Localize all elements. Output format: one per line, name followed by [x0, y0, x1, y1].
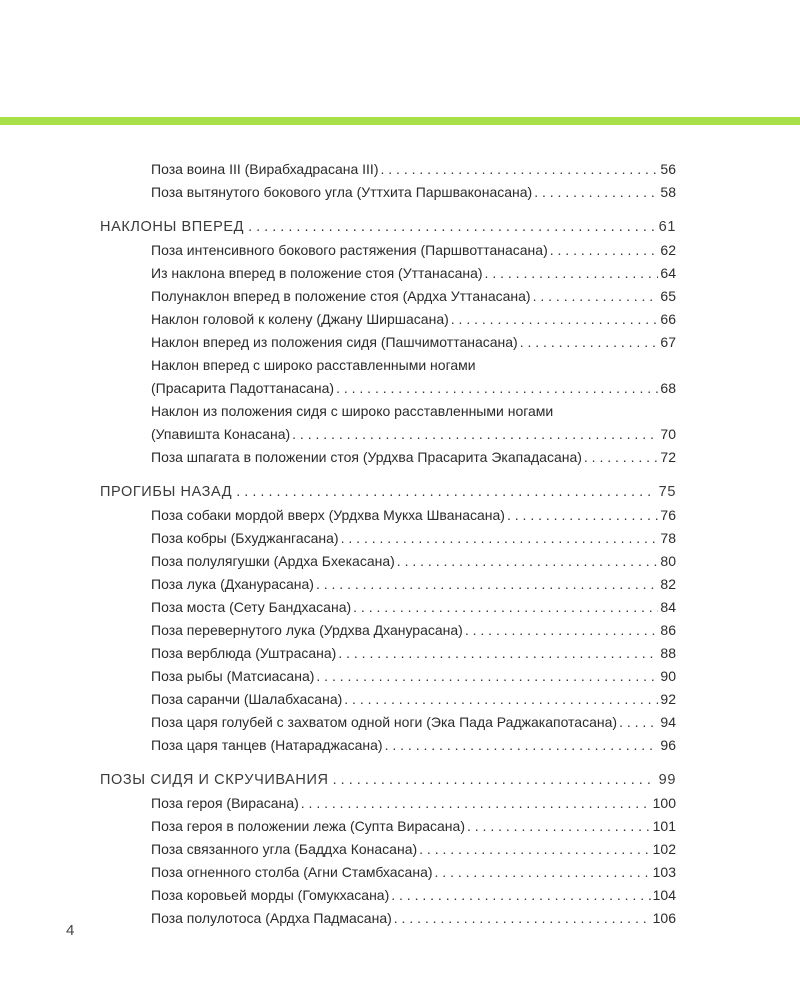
toc-entry[interactable]	[100, 377, 676, 400]
dot-leader	[316, 665, 658, 688]
toc-entry-title: Поза рыбы (Матсиасана)	[151, 668, 315, 684]
toc-entry-page: 72	[660, 449, 676, 465]
toc-entry-title: Поза огненного столба (Агни Стамбхасана)	[151, 864, 433, 880]
toc-entry[interactable]	[100, 884, 676, 907]
dot-leader	[380, 158, 658, 181]
dot-leader	[248, 215, 655, 239]
toc-entry-title: Поза интенсивного бокового растяжения (Паршвоттанасана)	[151, 242, 548, 258]
section-page: 99	[658, 772, 676, 788]
accent-bar	[0, 117, 800, 125]
toc-entry[interactable]	[100, 861, 676, 884]
toc-entry-title: Из наклона вперед в положение стоя (Уттанасана)	[151, 265, 483, 281]
section-page: 75	[658, 484, 676, 500]
toc-entry-title: Поза вытянутого бокового угла (Уттхита Паршваконасана)	[151, 184, 533, 200]
dot-leader	[341, 527, 659, 550]
dot-leader	[619, 711, 658, 734]
toc-entry[interactable]	[100, 158, 676, 181]
toc-entry-page: 65	[660, 288, 676, 304]
toc-entry[interactable]	[100, 642, 676, 665]
toc-section-heading[interactable]	[100, 768, 676, 792]
toc-entry-page: 76	[660, 507, 676, 523]
toc-entry-title: Поза кобры (Бхуджангасана)	[151, 530, 339, 546]
toc-entry-page: 101	[652, 818, 676, 834]
toc-entry[interactable]	[100, 711, 676, 734]
dot-leader	[344, 688, 658, 711]
toc-entry-page: 56	[660, 161, 676, 177]
dot-leader	[520, 331, 659, 354]
toc-entry-title: (Упавишта Конасана)	[151, 426, 291, 442]
toc-entry-title: Наклон вперед с широко расставленными ногами	[151, 357, 476, 373]
dot-leader	[467, 815, 651, 838]
dot-leader	[534, 181, 658, 204]
toc-entry[interactable]	[100, 573, 676, 596]
toc-entry[interactable]	[100, 907, 676, 930]
toc-entry[interactable]	[100, 815, 676, 838]
toc-entry-page: 67	[660, 334, 676, 350]
dot-leader	[419, 838, 651, 861]
toc-entry-title: Поза саранчи (Шалабхасана)	[151, 691, 343, 707]
dot-leader	[301, 792, 651, 815]
toc-entry-page: 90	[660, 668, 676, 684]
toc-entry-title: (Прасарита Падоттанасана)	[151, 380, 335, 396]
toc-entry-page: 86	[660, 622, 676, 638]
toc-entry[interactable]	[100, 239, 676, 262]
dot-leader	[451, 308, 659, 331]
dot-leader	[333, 768, 655, 792]
toc-entry-title: Поза верблюда (Уштрасана)	[151, 645, 337, 661]
toc-entry[interactable]	[100, 285, 676, 308]
dot-leader	[584, 446, 659, 469]
dot-leader	[397, 550, 659, 573]
section-title: ПРОГИБЫ НАЗАД	[100, 484, 233, 500]
toc-entry-title: Поза перевернутого лука (Урдхва Дханурасана)	[151, 622, 463, 638]
dot-leader	[353, 596, 658, 619]
toc-entry-title: Наклон из положения сидя с широко расставленными ногами	[151, 403, 554, 419]
toc-entry-page: 64	[660, 265, 676, 281]
toc-entry-line1[interactable]	[100, 400, 676, 423]
page-number: 4	[66, 922, 75, 939]
toc-entry-title: Поза царя танцев (Натараджасана)	[151, 737, 383, 753]
table-of-contents	[100, 158, 676, 930]
toc-entry[interactable]	[100, 504, 676, 527]
toc-entry-page: 68	[660, 380, 676, 396]
toc-entry-title: Поза шпагата в положении стоя (Урдхва Прасарита Экападасана)	[151, 449, 582, 465]
toc-entry[interactable]	[100, 619, 676, 642]
toc-entry[interactable]	[100, 423, 676, 446]
toc-entry-title: Поза лука (Дханурасана)	[151, 576, 314, 592]
toc-entry-page: 104	[652, 887, 676, 903]
toc-entry[interactable]	[100, 596, 676, 619]
dot-leader	[507, 504, 658, 527]
dot-leader	[292, 423, 658, 446]
toc-entry[interactable]	[100, 446, 676, 469]
toc-entry-page: 82	[660, 576, 676, 592]
toc-entry[interactable]	[100, 308, 676, 331]
dot-leader	[465, 619, 659, 642]
toc-entry-page: 58	[660, 184, 676, 200]
toc-entry[interactable]	[100, 792, 676, 815]
dot-leader	[550, 239, 659, 262]
toc-entry[interactable]	[100, 550, 676, 573]
section-page: 61	[658, 219, 676, 235]
toc-entry[interactable]	[100, 838, 676, 861]
toc-entry-page: 100	[652, 795, 676, 811]
section-title: НАКЛОНЫ ВПЕРЕД	[100, 219, 245, 235]
toc-entry-title: Наклон вперед из положения сидя (Пашчимоттанасана)	[151, 334, 518, 350]
toc-entry-title: Поза полулягушки (Ардха Бхекасана)	[151, 553, 395, 569]
dot-leader	[316, 573, 658, 596]
toc-entry-page: 62	[660, 242, 676, 258]
toc-entry-title: Поза героя (Вирасана)	[151, 795, 299, 811]
toc-entry-title: Поза полулотоса (Ардха Падмасана)	[151, 910, 392, 926]
toc-entry[interactable]	[100, 527, 676, 550]
toc-entry-page: 78	[660, 530, 676, 546]
toc-entry[interactable]	[100, 688, 676, 711]
dot-leader	[391, 884, 650, 907]
toc-entry-title: Поза коровьей морды (Гомукхасана)	[151, 887, 390, 903]
toc-entry-page: 80	[660, 553, 676, 569]
toc-entry-title: Поза связанного угла (Баддха Конасана)	[151, 841, 418, 857]
toc-entry-page: 66	[660, 311, 676, 327]
toc-entry[interactable]	[100, 665, 676, 688]
toc-entry-page: 84	[660, 599, 676, 615]
toc-entry-title: Поза царя голубей с захватом одной ноги (Эка Пада Раджакапотасана)	[151, 714, 618, 730]
dot-leader	[338, 642, 658, 665]
dot-leader	[435, 861, 651, 884]
toc-entry-title: Поза героя в положении лежа (Супта Вирасана)	[151, 818, 465, 834]
dot-leader	[394, 907, 651, 930]
dot-leader	[485, 262, 659, 285]
toc-entry[interactable]	[100, 734, 676, 757]
toc-entry-page: 94	[660, 714, 676, 730]
section-title: ПОЗЫ СИДЯ И СКРУЧИВАНИЯ	[100, 772, 329, 788]
toc-entry-page: 92	[660, 691, 676, 707]
toc-entry-title: Поза воина III (Вирабхадрасана III)	[151, 161, 379, 177]
toc-entry-page: 88	[660, 645, 676, 661]
toc-entry-title: Наклон головой к колену (Джану Ширшасана)	[151, 311, 449, 327]
toc-entry-title: Поза моста (Сету Бандхасана)	[151, 599, 352, 615]
toc-entry-page: 96	[660, 737, 676, 753]
toc-entry[interactable]	[100, 181, 676, 204]
toc-section-heading[interactable]	[100, 480, 676, 504]
toc-entry-title: Полунаклон вперед в положение стоя (Ардха Уттанасана)	[151, 288, 531, 304]
dot-leader	[236, 480, 654, 504]
dot-leader	[336, 377, 658, 400]
toc-entry-title: Поза собаки мордой вверх (Урдхва Мукха Шванасана)	[151, 507, 505, 523]
toc-entry-page: 102	[652, 841, 676, 857]
toc-entry[interactable]	[100, 262, 676, 285]
toc-entry-line1[interactable]	[100, 354, 676, 377]
dot-leader	[533, 285, 659, 308]
toc-section-heading[interactable]	[100, 215, 676, 239]
toc-entry-page: 106	[652, 910, 676, 926]
toc-entry[interactable]	[100, 331, 676, 354]
dot-leader	[385, 734, 659, 757]
toc-entry-page: 70	[660, 426, 676, 442]
toc-entry-page: 103	[652, 864, 676, 880]
